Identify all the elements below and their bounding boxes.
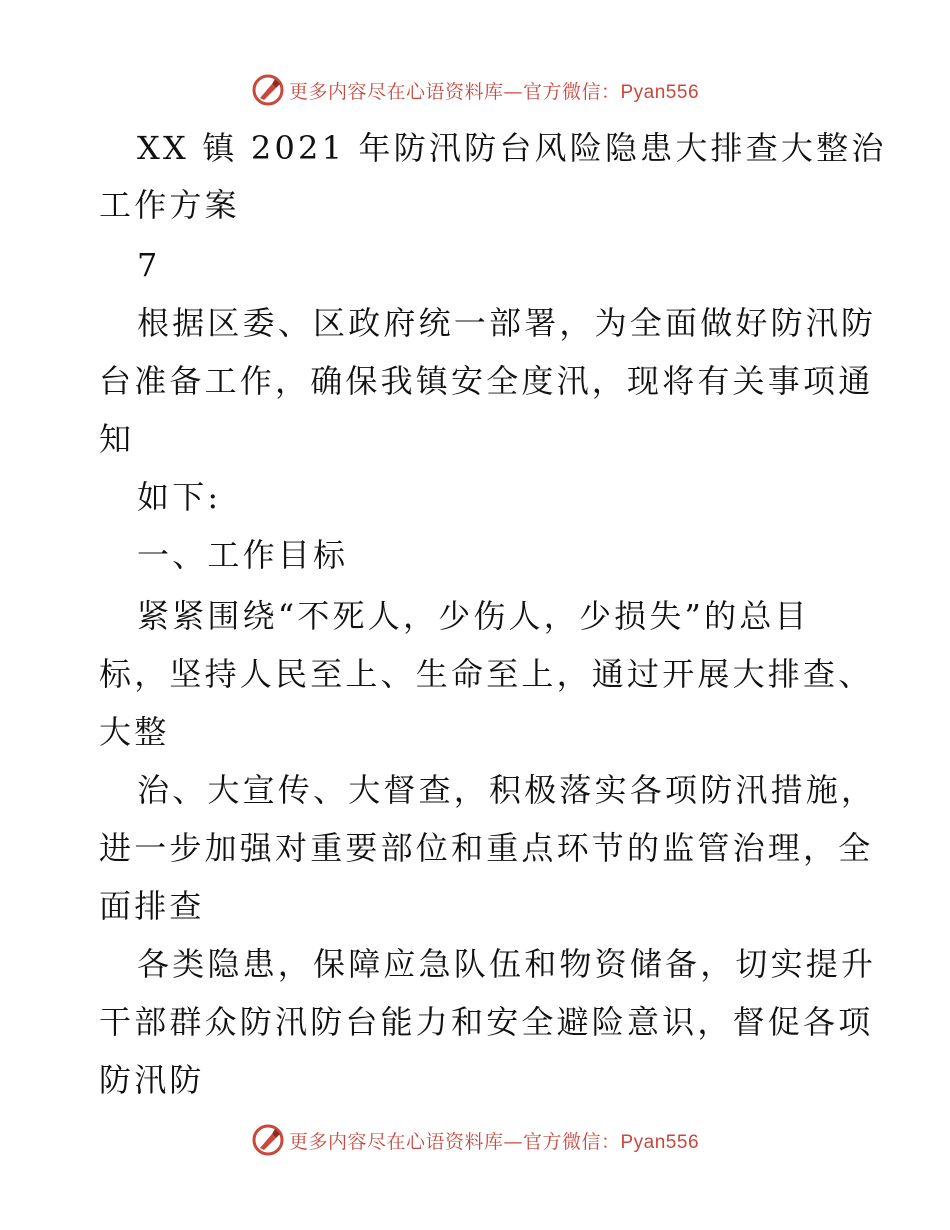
watermark-dash: — [503,1130,523,1153]
paragraph-5-line-3: 防汛防 [99,1061,205,1099]
watermark-official: 官方微信： [522,80,621,103]
paragraph-2-line-1: 如下: [137,478,222,516]
document-title-line-1: XX 镇 2021 年防汛防台风险隐患大排查大整治 [137,129,887,167]
paragraph-1-line-2: 台准备工作，确保我镇安全度汛，现将有关事项通 [99,362,874,400]
paragraph-4-line-2: 进一步加强对重要部位和重点环节的监管治理，全 [99,829,874,867]
watermark-header [0,70,950,110]
paragraph-3-line-3: 大整 [99,713,170,751]
paragraph-3-line-1: 紧紧围绕“不死人，少伤人，少损失”的总目 [137,597,810,635]
paragraph-5-line-1: 各类隐患，保障应急队伍和物资储备，切实提升 [137,945,877,983]
watermark-site: 更多内容尽在心语资料库 [288,80,504,103]
paragraph-3-line-2: 标，坚持人民至上、生命至上，通过开展大排查、 [99,655,874,693]
pen-logo-icon [251,1123,285,1157]
watermark-dash: — [503,80,523,103]
paragraph-4-line-3: 面排查 [99,887,205,925]
document-title-line-2: 工作方案 [99,186,240,224]
watermark-label [289,77,699,104]
paragraph-5-line-2: 干部群众防汛防台能力和安全避险意识，督促各项 [99,1003,874,1041]
watermark-official: 官方微信： [522,1130,621,1153]
watermark-id: Pyan556 [620,1131,700,1153]
watermark-id: Pyan556 [620,81,700,103]
paragraph-1-line-1: 根据区委、区政府统一部署，为全面做好防汛防 [137,304,877,342]
watermark-label [289,1127,699,1154]
watermark-site: 更多内容尽在心语资料库 [288,1130,504,1153]
paragraph-4-line-1: 治、大宣传、大督查，积极落实各项防汛措施， [137,771,877,809]
paragraph-1-line-3: 知 [99,420,135,458]
pen-logo-icon [251,73,285,107]
watermark-footer [0,1120,950,1160]
page-mark: 7 [137,246,161,284]
section-heading: 一、工作目标 [137,536,349,574]
